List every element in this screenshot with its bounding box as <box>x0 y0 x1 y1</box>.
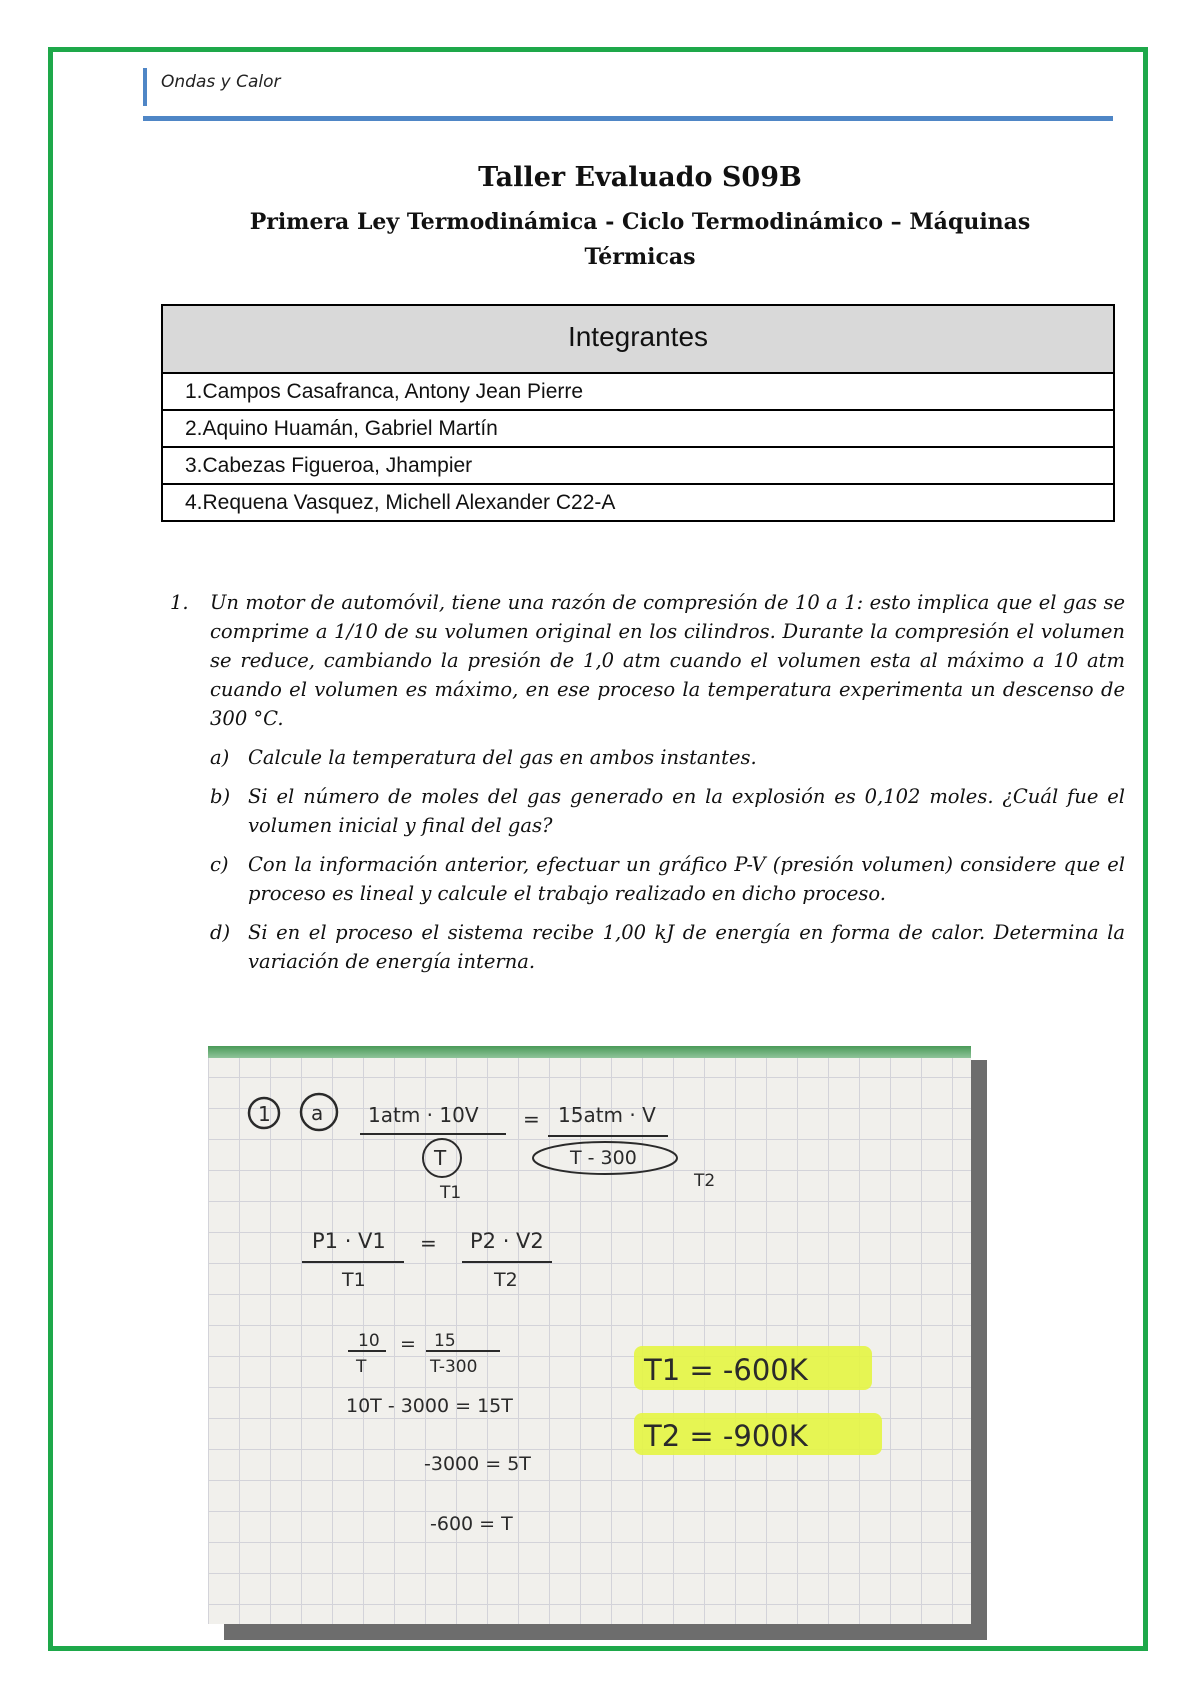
circle-1-text: 1 <box>258 1102 271 1126</box>
handwriting-layer <box>208 1046 971 1624</box>
part-text: Con la información anterior, efectuar un gráfico P-V (presión volumen) considere que el proceso es lineal y calcule el trabajo realizado en dicho proceso. <box>248 853 1125 905</box>
eq1-equals: = <box>523 1107 540 1131</box>
document-subtitle: Primera Ley Termodinámica - Ciclo Termodinámico – Máquinas Térmicas <box>249 209 1031 270</box>
question-section <box>170 588 1125 976</box>
header-rule <box>143 116 1113 121</box>
eq5: -3000 = 5T <box>424 1453 531 1475</box>
eq4: 10T - 3000 = 15T <box>346 1395 513 1417</box>
eq6: -600 = T <box>430 1513 513 1535</box>
result-t2: T2 = -900K <box>644 1419 808 1453</box>
t2-label: T2 <box>694 1171 716 1191</box>
part-text: Calcule la temperatura del gas en ambos instantes. <box>248 746 757 769</box>
part-letter: b) <box>210 785 231 808</box>
part-letter: d) <box>210 921 231 944</box>
question-number: 1. <box>170 591 189 614</box>
members-table <box>161 304 1115 522</box>
question-part-d <box>210 918 1125 976</box>
eq2-left-denominator: T1 <box>342 1269 366 1291</box>
member-row: 3.Cabezas Figueroa, Jhampier <box>162 447 1114 484</box>
document-title: Taller Evaluado S09B <box>478 162 802 193</box>
handwritten-solution-photo <box>208 1046 971 1624</box>
question-1 <box>170 588 1125 733</box>
question-part-b <box>210 782 1125 840</box>
page-header <box>143 66 1113 126</box>
course-name: Ondas y Calor <box>161 72 281 92</box>
members-heading: Integrantes <box>162 305 1114 373</box>
part-letter: a) <box>210 746 230 769</box>
eq3-right-numerator: 15 <box>434 1331 456 1351</box>
header-accent-bar <box>143 68 147 106</box>
member-row: 2.Aquino Huamán, Gabriel Martín <box>162 410 1114 447</box>
question-text: Un motor de automóvil, tiene una razón de compresión de 10 a 1: esto implica que el gas se comprime a 1/10 de su volumen original en los cilindros. Durante la compresión el volumen se reduce, cambiando la presión de 1,0 atm cuando el volumen esta al máximo a 10 atm cuando el volumen es máximo, en ese proceso la temperatura experimenta un descenso de 300 °C. <box>210 591 1125 730</box>
t1-label: T1 <box>440 1183 462 1203</box>
eq1-left-denominator: T <box>434 1146 447 1170</box>
eq2-right-denominator: T2 <box>494 1269 518 1291</box>
part-text: Si el número de moles del gas generado en la explosión es 0,102 moles. ¿Cuál fue el volumen inicial y final del gas? <box>248 785 1125 837</box>
member-row: 1.Campos Casafranca, Antony Jean Pierre <box>162 373 1114 410</box>
eq3-left-denominator: T <box>356 1357 367 1377</box>
eq1-left-numerator: 1atm · 10V <box>368 1103 479 1127</box>
eq3-equals: = <box>400 1333 416 1355</box>
result-t1: T1 = -600K <box>644 1353 808 1387</box>
eq3-left-numerator: 10 <box>358 1331 380 1351</box>
part-text: Si en el proceso el sistema recibe 1,00 kJ de energía en forma de calor. Determina la variación de energía interna. <box>248 921 1125 973</box>
part-letter: c) <box>210 853 229 876</box>
eq1-right-denominator: T - 300 <box>570 1147 637 1169</box>
circle-a-text: a <box>311 1101 324 1125</box>
eq3-right-denominator: T-300 <box>430 1357 478 1377</box>
question-part-a <box>210 743 1125 772</box>
eq2-right-numerator: P2 · V2 <box>470 1229 544 1253</box>
eq2-left-numerator: P1 · V1 <box>312 1229 386 1253</box>
question-part-c <box>210 850 1125 908</box>
eq1-right-numerator: 15atm · V <box>558 1103 656 1127</box>
eq2-equals: = <box>420 1231 437 1255</box>
member-row: 4.Requena Vasquez, Michell Alexander C22-A <box>162 484 1114 521</box>
